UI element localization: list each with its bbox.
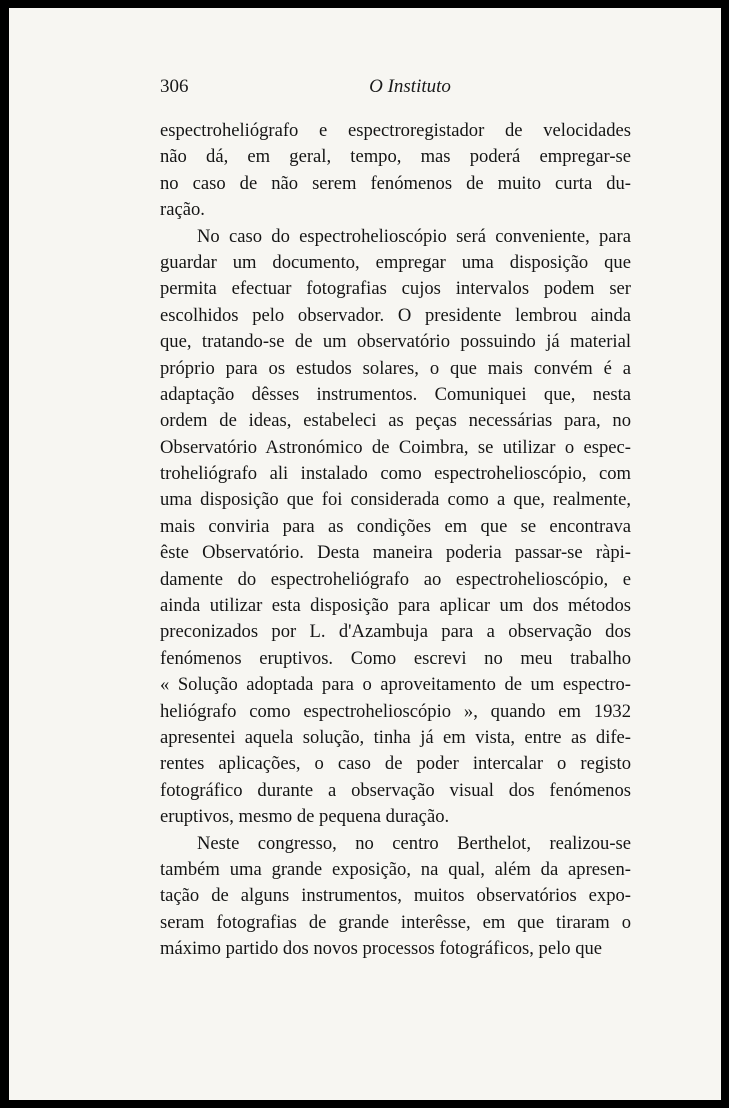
body-text <box>160 118 631 963</box>
text-line: não dá, em geral, tempo, mas poderá empregar-se <box>160 146 631 168</box>
text-line: próprio para os estudos solares, o que mais convém é a <box>160 357 631 379</box>
page-header <box>160 72 640 102</box>
text-line: preconizados por L. d'Azambuja para a observação dos <box>160 621 631 643</box>
text-line: Observatório Astronómico de Coimbra, se utilizar o espec- <box>160 436 631 458</box>
text-line: seram fotografias de grande interêsse, em que tiraram o <box>160 911 631 933</box>
text-line: mais conviria para as condições em que se encontrava <box>160 515 631 537</box>
text-line: uma disposição que foi considerada como a que, realmente, <box>160 489 631 511</box>
text-line: troheliógrafo ali instalado como espectrohelioscópio, com <box>160 463 631 485</box>
text-line: máximo partido dos novos processos fotográficos, pelo que <box>160 938 603 960</box>
text-line: ainda utilizar esta disposição para aplicar um dos métodos <box>160 595 631 617</box>
text-line: que, tratando-se de um observatório possuindo já material <box>160 331 631 353</box>
text-line: ordem de ideas, estabeleci as peças necessárias para, no <box>160 410 631 432</box>
paragraph <box>160 118 631 224</box>
text-line: heliógrafo como espectrohelioscópio », quando em 1932 <box>160 700 631 722</box>
text-line: « Solução adoptada para o aproveitamento de um espectro- <box>160 674 631 696</box>
text-line: Neste congresso, no centro Berthelot, realizou-se <box>197 832 631 854</box>
text-line: tação de alguns instrumentos, muitos observatórios expo- <box>160 885 631 907</box>
text-line: escolhidos pelo observador. O presidente lembrou ainda <box>160 304 631 326</box>
text-line: rentes aplicações, o caso de poder intercalar o registo <box>160 753 631 775</box>
text-line: fenómenos eruptivos. Como escrevi no meu trabalho <box>160 647 631 669</box>
paragraph <box>160 224 631 831</box>
text-line: fotográfico durante a observação visual dos fenómenos <box>160 779 631 801</box>
text-line: No caso do espectrohelioscópio será conveniente, para <box>197 225 631 247</box>
text-line: apresentei aquela solução, tinha já em vista, entre as dife- <box>160 726 631 748</box>
text-line: permita efectuar fotografias cujos intervalos podem ser <box>160 278 631 300</box>
text-line: espectroheliógrafo e espectroregistador de velocidades <box>160 120 631 141</box>
running-title: O Instituto <box>369 76 451 97</box>
text-line: no caso de não serem fenómenos de muito curta du- <box>160 172 631 194</box>
paragraph <box>160 831 631 963</box>
page-number: 306 <box>160 76 189 97</box>
text-line: êste Observatório. Desta maneira poderia passar-se ràpi- <box>160 542 631 564</box>
text-line: damente do espectroheliógrafo ao espectrohelioscópio, e <box>160 568 631 590</box>
text-line: eruptivos, mesmo de pequena duração. <box>160 806 450 828</box>
text-line: ração. <box>160 199 205 221</box>
text-line: adaptação dêsses instrumentos. Comuniquei que, nesta <box>160 383 631 405</box>
text-line: guardar um documento, empregar uma disposição que <box>160 251 631 273</box>
text-line: também uma grande exposição, na qual, além da apresen- <box>160 858 631 880</box>
